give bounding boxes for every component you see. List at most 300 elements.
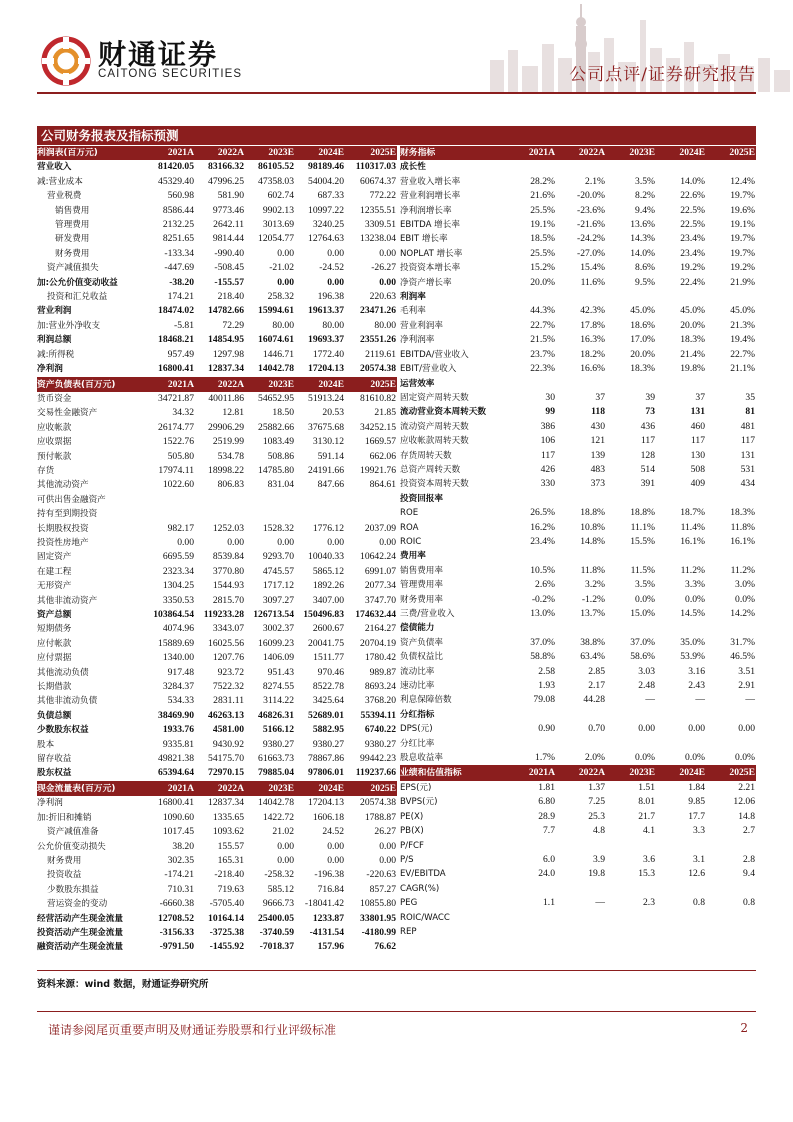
cell-value: 2025E [706,146,756,160]
cell-value: 21.6% [530,190,555,202]
cell-value [506,708,556,722]
cell-value: 772.22 [369,190,396,202]
cell-value: 10040.33 [308,551,344,563]
cell-value: 2024E [295,146,345,160]
cell-value [656,882,706,896]
cell-value: 118 [591,406,605,418]
cell-value: -21.6% [577,219,605,231]
cell-value: 19.8% [680,363,705,375]
cell-value: 16.1% [680,535,705,547]
cell-value: 25882.66 [258,421,294,433]
table-row [37,637,397,651]
cell-value [506,160,556,174]
table-header-row [37,377,397,392]
cell-value: 15.3 [638,868,655,880]
cell-value: 2023E [606,146,656,160]
cell-value: 21.9% [730,276,755,288]
cell-value: 37 [595,391,605,403]
cell-value: -9791.50 [159,941,194,953]
cell-value [706,839,756,853]
table-row [400,535,756,549]
cell-value: 1892.26 [312,580,344,592]
cell-value: 23471.26 [360,305,396,317]
cell-value: 2022A [195,146,245,160]
cell-value: 3768.20 [364,695,396,707]
cell-value: 9.4 [743,868,755,880]
cell-value: 2077.34 [364,580,396,592]
cell-value [506,911,556,925]
cell-value: 12355.51 [360,204,396,216]
cell-value: 26.27 [374,826,396,838]
cell-value: 14.3% [630,233,655,245]
cell-value: 716.84 [317,883,344,895]
row-label: 应收帐款 [37,422,72,433]
table-header-row [400,146,756,160]
table-row [400,449,756,463]
cell-value: 8693.24 [364,681,396,693]
cell-value: 128 [640,449,655,461]
row-label: 总资产周转天数 [400,464,461,475]
row-label: 预付帐款 [37,451,72,462]
table-row [37,464,397,478]
cell-value: 11.8% [580,564,605,576]
right-table-body [400,146,756,939]
cell-value: 18474.02 [158,305,194,317]
cell-value: 0.0% [706,751,756,766]
table-row [37,333,397,347]
cell-value: 2021A [145,781,195,796]
table-row [400,304,756,318]
cell-value: 3.16 [688,665,705,677]
cell-value: 1297.98 [212,348,244,360]
table-row [37,766,397,781]
table-row [400,882,756,896]
cell-value: 14.2% [730,608,755,619]
row-label: 应收票据 [37,437,72,448]
cell-value: 0.00 [379,276,396,288]
cell-value: 1528.32 [262,522,294,534]
row-label: 交易性金融资产 [37,408,98,419]
cell-value: 8.6% [635,262,655,274]
cell-value: -218.40 [214,869,244,881]
cell-value: 1780.42 [364,652,396,664]
cell-value: 391 [640,478,655,490]
row-label: 速动比率 [400,681,435,692]
table-row [37,926,397,940]
table-row [400,261,756,275]
row-label: BVPS(元) [400,797,438,808]
cell-value: 2023E [245,377,295,392]
cell-value: 8539.84 [212,551,244,563]
company-logo [40,35,243,91]
cell-value: 2021A [506,766,556,781]
cell-value: 16800.41 [158,797,194,809]
cell-value: 3097.27 [262,594,294,606]
section-title: 公司财务报表及指标预测 [37,126,756,145]
row-label: 其他非流动负债 [37,696,98,707]
cell-value: 917.48 [167,666,194,678]
cell-value: 22.7% [730,348,755,360]
cell-value: 21.3% [730,319,755,331]
cell-value: 14854.95 [208,334,244,346]
table-row [400,593,756,607]
cell-value: 585.12 [267,883,294,895]
cell-value: 2024E [295,781,345,796]
table-row [37,450,397,464]
cell-value: 20.0% [630,348,655,360]
table-row [400,189,756,203]
table-row [400,896,756,910]
cell-value: 46826.31 [258,709,294,721]
cell-value: 7.7 [543,825,555,837]
cell-value: 14042.78 [258,797,294,809]
table-row [37,261,397,275]
row-label: 管理费用 [55,220,90,231]
table-row [37,680,397,694]
row-label: 利润总额 [37,335,72,346]
cell-value: 923.72 [217,666,244,678]
row-label: 投资收益 [47,870,82,881]
cell-value: 52689.01 [308,709,344,721]
cell-value: 3002.37 [262,623,294,635]
table-row [37,218,397,232]
row-label: 其他非流动资产 [37,595,98,606]
cell-value [656,549,706,563]
cell-value: 6.0 [543,853,555,865]
cell-value: 4745.57 [262,565,294,577]
cell-value [656,839,706,853]
cell-value: 3.51 [738,665,755,677]
row-label: 存货 [37,465,55,476]
row-label: 负债权益比 [400,652,443,663]
row-label: 少数股东权益 [37,725,89,736]
table-row [37,694,397,708]
cell-value: 0.00 [688,723,705,735]
cell-value: 2600.67 [312,623,344,635]
row-label: PEG [400,898,418,909]
cell-value: 0.00 [277,840,294,852]
cell-value: 18.3% [730,507,755,519]
cell-value: 8.2% [635,190,655,202]
cell-value: 3770.80 [212,565,244,577]
cell-value [295,493,345,507]
cell-value: 2815.70 [212,594,244,606]
cell-value: 51913.24 [308,392,344,404]
table-row [37,738,397,752]
cell-value: 15.4% [580,262,605,274]
cell-value: 12.81 [222,407,244,419]
cell-value: 17.0% [630,334,655,346]
cell-value: 3407.00 [312,594,344,606]
cell-value: 1406.09 [262,652,294,664]
cell-value: 0.0% [606,751,656,766]
cell-value: 117 [690,435,705,447]
cell-value: 2037.09 [364,522,396,534]
cell-value: 0.00 [327,536,344,548]
table-header-row [37,781,397,796]
cell-value: -24.52 [319,262,344,274]
cell-value [506,549,556,563]
row-label: 财务费用 [55,248,90,259]
cell-value: 19.7% [730,233,755,245]
cell-value: 1.51 [638,781,655,793]
cell-value: 20.0% [680,319,705,331]
cell-value: 11.2% [680,564,705,576]
row-label: 资产减值损失 [47,263,99,274]
cell-value: — [595,897,605,909]
cell-value: 30 [545,391,555,403]
cell-value: 220.63 [369,291,396,303]
cell-value [706,708,756,722]
table-row [400,204,756,218]
cell-value: -155.57 [214,276,244,288]
cell-value: 3309.51 [364,219,396,231]
table-row [37,897,397,911]
cell-value: 0.00 [227,536,244,548]
cell-value: 86105.52 [258,161,294,173]
table-row [37,594,397,608]
cell-value: 10855.80 [360,898,396,910]
cell-value: 951.43 [267,666,294,678]
cell-value: 44.3% [530,305,555,317]
cell-value: 1340.00 [162,652,194,664]
table-row [37,912,397,926]
table-row [400,737,756,751]
cell-value: 531 [740,463,755,475]
row-label: 研发费用 [55,234,90,245]
table-row [400,693,756,707]
cell-value: 76.62 [374,941,396,953]
cell-value: 0.00 [379,247,396,259]
report-type: 公司点评/证券研究报告 [569,65,756,85]
cell-value: 26174.77 [158,421,194,433]
cell-value [606,925,656,939]
cell-value: 11.8% [730,521,755,533]
row-label: 投资性房地产 [37,537,89,548]
cell-value: 38.8% [580,636,605,648]
row-label: 现金流量表(百万元) [37,781,145,796]
table-row [37,247,397,261]
cell-value: 534.78 [217,450,244,462]
row-label: 经营活动产生现金流量 [37,913,123,924]
row-label: PE(X) [400,811,424,822]
cell-value: 9293.70 [262,551,294,563]
table-bottom-divider [37,970,756,971]
table-row [400,276,756,290]
cell-value: -174.21 [164,869,194,881]
cell-value: -508.45 [214,262,244,274]
table-row [37,536,397,550]
cell-value: 117 [540,449,555,461]
cell-value: 0.00 [277,276,294,288]
cell-value: 31.7% [730,636,755,648]
cell-value: 22.3% [530,363,555,375]
cell-value: 11.4% [680,521,705,533]
cell-value [145,493,195,507]
table-row [37,507,397,521]
table-row [37,840,397,854]
cell-value [706,621,756,635]
page-header [0,0,793,98]
row-label: 应付帐款 [37,638,72,649]
cell-value: 2023E [606,766,656,781]
cell-value: 46263.13 [208,709,244,721]
cell-value: -27.0% [577,247,605,259]
cell-value: 15889.69 [158,637,194,649]
table-row [400,521,756,535]
table-row [37,362,397,377]
cell-value: 806.83 [217,479,244,491]
cell-value: 14.0% [630,247,655,259]
cell-value: 1446.71 [262,348,294,360]
cell-value: 60674.37 [360,175,396,187]
cell-value: 37675.68 [308,421,344,433]
cell-value: -196.38 [314,869,344,881]
row-label: ROIC [400,536,422,547]
cell-value: 10642.24 [360,551,396,563]
row-label: P/FCF [400,840,424,851]
row-label: 股本 [37,739,55,750]
table-row [37,290,397,304]
cell-value: 3350.53 [162,594,194,606]
cell-value: 97806.01 [295,766,345,781]
cell-value: 6695.59 [162,551,194,563]
cell-value [656,290,706,304]
cell-value: 9430.92 [212,738,244,750]
cell-value: 3.6 [643,853,655,865]
cell-value: 54004.20 [308,175,344,187]
cell-value: 28.9 [538,810,555,822]
table-row [37,940,397,954]
row-label: 减:营业成本 [37,176,83,187]
cell-value: -21.02 [269,262,294,274]
cell-value: 19.1% [730,219,755,231]
cell-value [656,708,706,722]
cell-value: 9.4% [635,204,655,216]
cell-value: 1083.49 [262,436,294,448]
cell-value: 0.8 [743,897,755,909]
cell-value: 7.25 [588,796,605,808]
cell-value: 42.3% [580,305,605,317]
row-label: 财务费用 [47,855,82,866]
cell-value: 2025E [345,781,397,796]
row-label: 净利润率 [400,335,435,346]
cell-value: 25.3 [588,810,605,822]
row-label: 长期股权投资 [37,523,89,534]
table-row [37,175,397,189]
cell-value: 2025E [345,377,397,392]
cell-value [506,882,556,896]
cell-value [506,839,556,853]
cell-value: 19.2% [730,262,755,274]
cell-value: 81 [745,406,755,418]
cell-value: 0.00 [379,854,396,866]
cell-value: 19.4% [730,334,755,346]
cell-value: 16099.23 [258,637,294,649]
cell-value: -23.6% [577,204,605,216]
cell-value: 3.1 [693,853,705,865]
row-label: 净资产增长率 [400,277,452,288]
row-label: ROIC/WACC [400,912,450,923]
cell-value: 17204.13 [295,362,345,377]
cell-value: -24.2% [577,233,605,245]
cell-value: 18.50 [272,407,294,419]
cell-value: 23.4% [680,233,705,245]
cell-value: 3.03 [638,665,655,677]
cell-value: 139 [590,449,605,461]
cell-value: 2023E [245,146,295,160]
row-label: 投资资本增长率 [400,263,461,274]
cell-value: -3156.33 [159,926,194,938]
cell-value: 2.48 [638,680,655,692]
cell-value [245,507,295,521]
table-row [400,578,756,592]
cell-value: 4.1 [643,825,655,837]
cell-value [556,882,606,896]
cell-value: 0.0% [656,751,706,766]
cell-value: 508 [690,463,705,475]
cell-value: 18.3% [680,334,705,346]
row-label: ROA [400,522,419,533]
row-label: 销售费用率 [400,565,443,576]
cell-value: 131 [690,406,705,418]
table-row [400,463,756,477]
cell-value [656,925,706,939]
cell-value: 17204.13 [308,797,344,809]
cell-value: 386 [540,420,555,432]
cell-value: 196.38 [317,291,344,303]
left-table-body [37,146,397,955]
table-row [400,549,756,563]
table-row [37,189,397,203]
cell-value: 19.1% [530,219,555,231]
cell-value: 16.3% [580,334,605,346]
row-label: 偿债能力 [400,623,435,634]
cell-value: 1776.12 [312,522,344,534]
cell-value: 3284.37 [162,681,194,693]
cell-value: 9814.44 [212,233,244,245]
cell-value: 5882.95 [312,724,344,736]
cell-value: 15.5% [630,535,655,547]
row-label: 运营效率 [400,378,435,389]
cell-value: 10.8% [580,521,605,533]
cell-value: -4180.99 [361,926,396,938]
cell-value: 3240.25 [312,219,344,231]
cell-value: 3.5% [635,579,655,591]
row-label: 营业税费 [47,191,82,202]
table-row [37,232,397,246]
table-row [400,751,756,766]
cell-value [606,737,656,751]
cell-value [506,737,556,751]
cell-value: 58.6% [630,651,655,663]
cell-value: 581.90 [217,190,244,202]
cell-value: 409 [690,478,705,490]
row-label: 销售费用 [55,205,90,216]
cell-value: 38.20 [172,840,194,852]
cell-value: 3343.07 [212,623,244,635]
cell-value: -26.27 [371,262,396,274]
table-row [37,796,397,810]
cell-value: 157.96 [317,941,344,953]
row-label: 毛利率 [400,306,426,317]
cell-value [506,377,556,391]
cell-value: 20.53 [322,407,344,419]
cell-value [606,492,656,506]
cell-value: 2024E [656,766,706,781]
cell-value: 0.00 [277,854,294,866]
cell-value: 34.32 [172,407,194,419]
